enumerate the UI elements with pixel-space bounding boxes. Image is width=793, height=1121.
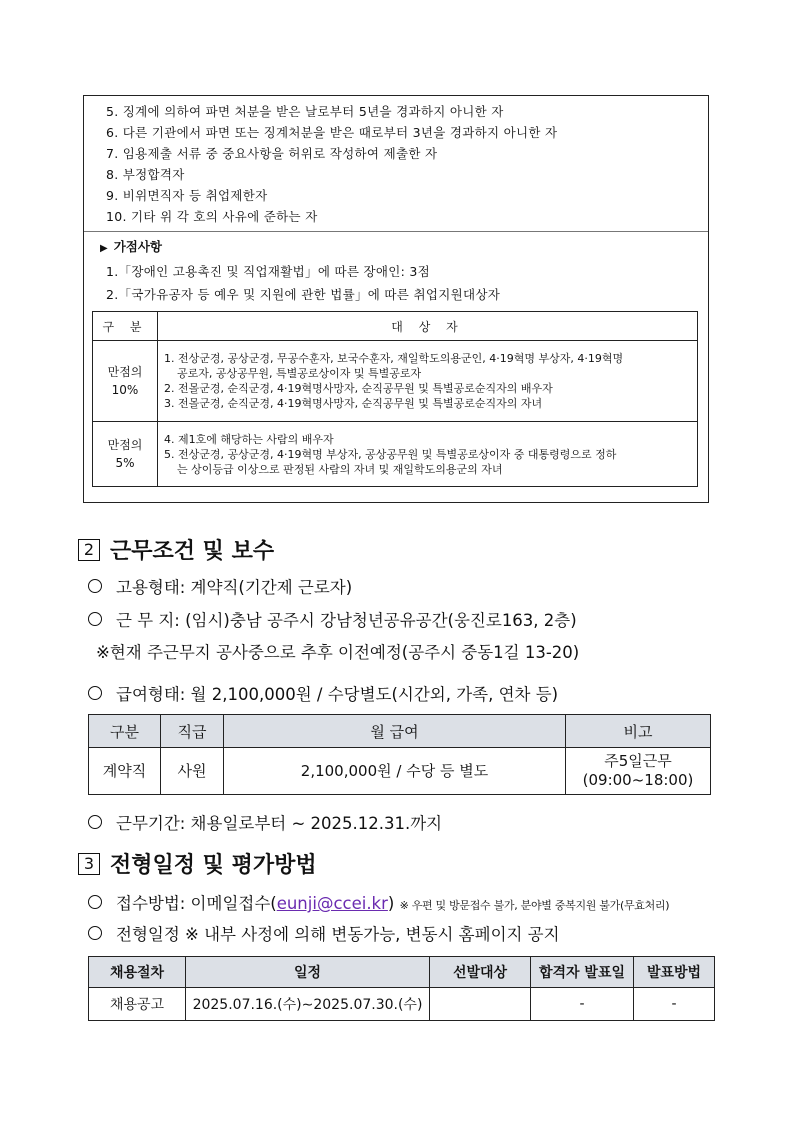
section-title: 전형일정 및 평가방법 [110, 853, 317, 878]
circle-bullet-icon [88, 895, 102, 909]
schedule-table-header [89, 957, 715, 988]
schedule-header: 선발대상 [430, 957, 531, 988]
bonus-title-text: 가점사항 [113, 239, 163, 254]
application-note: ※ 우편 및 방문접수 불가, 분야별 중복지원 불가(무효처리) [399, 899, 670, 912]
salary-note-cell [566, 748, 711, 795]
bonus-table-row [93, 341, 698, 422]
table-row [89, 748, 711, 795]
salary-header: 직급 [161, 715, 224, 748]
salary-table [88, 714, 711, 795]
section-number: 2 [78, 539, 100, 561]
bonus-header-category: 구 분 [93, 312, 158, 341]
circle-bullet-icon [88, 686, 102, 700]
bonus-target-line: 5. 전상군경, 공상군경, 4·19혁명 부상자, 공상공무원 및 특별공로상이자 중 대통령령으로 정하 [164, 447, 617, 461]
workplace-text: 근 무 지: (임시)충남 공주시 강남청년공유공간(웅진로163, 2층) [116, 611, 577, 630]
application-method-text: 접수방법: 이메일접수( [116, 894, 277, 913]
triangle-icon: ▶ [100, 243, 108, 254]
bonus-target-line: 2. 전몰군경, 순직군경, 4·19혁명사망자, 순직공무원 및 특별공로순직자의 배우자 [164, 382, 553, 395]
schedule-table [88, 956, 715, 1021]
bonus-header-target: 대 상 자 [158, 312, 698, 341]
workplace-note: ※현재 주근무지 공사중으로 추후 이전예정(공주시 중동1길 13-20) [96, 643, 580, 662]
schedule-step-cell: 채용공고 [89, 988, 186, 1021]
bonus-label-value: 10% [111, 383, 139, 397]
circle-bullet-icon [88, 926, 102, 940]
disqualification-item: 9. 비위면직자 등 취업제한자 [106, 188, 268, 203]
bonus-target-line: 3. 전몰군경, 순직군경, 4·19혁명사망자, 순직공무원 및 특별공로순직자의 자녀 [164, 397, 543, 410]
section-3-heading [78, 848, 317, 879]
schedule-method-cell: - [634, 988, 715, 1021]
salary-pay-cell: 2,100,000원 / 수당 등 별도 [224, 748, 566, 795]
section-2-heading [78, 534, 274, 565]
employment-type-line [88, 574, 352, 598]
schedule-header: 일정 [186, 957, 430, 988]
bonus-table-row [93, 422, 698, 487]
disqualification-item: 10. 기타 위 각 호의 사유에 준하는 자 [106, 209, 318, 224]
circle-bullet-icon [88, 612, 102, 626]
bonus-title [100, 237, 162, 255]
bonus-label-line: 만점의 [107, 438, 143, 452]
period-text: 근무기간: 채용일로부터 ~ 2025.12.31.까지 [116, 814, 443, 833]
section-number: 3 [78, 853, 100, 875]
bonus-target-line: 는 상이등급 이상으로 판정된 사람의 자녀 및 재일학도의용군의 자녀 [177, 462, 503, 476]
salary-rank-cell: 사원 [161, 748, 224, 795]
schedule-header: 발표방법 [634, 957, 715, 988]
pay-type-text: 급여형태: 월 2,100,000원 / 수당별도(시간외, 가족, 연차 등) [116, 685, 559, 704]
bonus-row-items [158, 341, 698, 422]
schedule-header: 합격자 발표일 [531, 957, 634, 988]
bonus-item: 2.「국가유공자 등 예우 및 지원에 관한 법률」에 따른 취업지원대상자 [106, 287, 501, 302]
salary-table-header [89, 715, 711, 748]
schedule-target-cell [430, 988, 531, 1021]
disqualification-item: 6. 다른 기관에서 파면 또는 징계처분을 받은 때로부터 3년을 경과하지 아니한 자 [106, 125, 558, 140]
table-row [89, 988, 715, 1021]
schedule-header: 채용절차 [89, 957, 186, 988]
bonus-row-label [93, 341, 158, 422]
pay-type-line [88, 681, 558, 705]
bonus-label-value: 5% [115, 456, 135, 470]
bonus-target-line: 1. 전상군경, 공상군경, 무공수훈자, 보국수훈자, 재일학도의용군인, 4·19혁명 부상자, 4·19혁명 [164, 352, 624, 365]
period-line [88, 810, 442, 834]
schedule-period-cell: 2025.07.16.(수)∼2025.07.30.(수) [186, 988, 430, 1021]
salary-header: 비고 [566, 715, 711, 748]
disqualification-item: 5. 징계에 의하여 파면 처분을 받은 날로부터 5년을 경과하지 아니한 자 [106, 104, 504, 119]
bonus-table-header [93, 312, 698, 341]
bonus-item: 1.「장애인 고용촉진 및 직업재활법」에 따른 장애인: 3점 [106, 264, 431, 279]
salary-header: 월 급여 [224, 715, 566, 748]
salary-type-cell: 계약직 [89, 748, 161, 795]
circle-bullet-icon [88, 815, 102, 829]
salary-note-line: 주5일근무 [604, 752, 672, 770]
circle-bullet-icon [88, 579, 102, 593]
workplace-line [88, 607, 577, 631]
application-method-line [88, 890, 669, 914]
salary-header: 구분 [89, 715, 161, 748]
bonus-target-line: 4. 제1호에 해당하는 사람의 배우자 [164, 432, 334, 446]
schedule-line [88, 921, 560, 945]
bonus-target-line: 공로자, 공상공무원, 특별공로상이자 및 특별공로자 [177, 367, 422, 380]
employment-type-text: 고용형태: 계약직(기간제 근로자) [116, 578, 353, 597]
schedule-line-text: 전형일정 ※ 내부 사정에 의해 변동가능, 변동시 홈페이지 공지 [116, 925, 560, 944]
bonus-label-line: 만점의 [107, 365, 143, 379]
disqualification-item: 8. 부정합격자 [106, 167, 185, 182]
application-method-close: ) [387, 894, 395, 913]
schedule-announce-cell: - [531, 988, 634, 1021]
section-title: 근무조건 및 보수 [110, 539, 275, 564]
email-link[interactable]: eunji@ccei.kr [276, 894, 388, 913]
salary-note-hours: (09:00~18:00) [582, 771, 694, 789]
disqualification-section [84, 96, 708, 232]
disqualification-item: 7. 임용제출 서류 중 중요사항을 허위로 작성하여 제출한 자 [106, 146, 438, 161]
bonus-row-items [158, 422, 698, 487]
bonus-row-label [93, 422, 158, 487]
bonus-table [92, 311, 698, 487]
eligibility-box [83, 95, 709, 503]
